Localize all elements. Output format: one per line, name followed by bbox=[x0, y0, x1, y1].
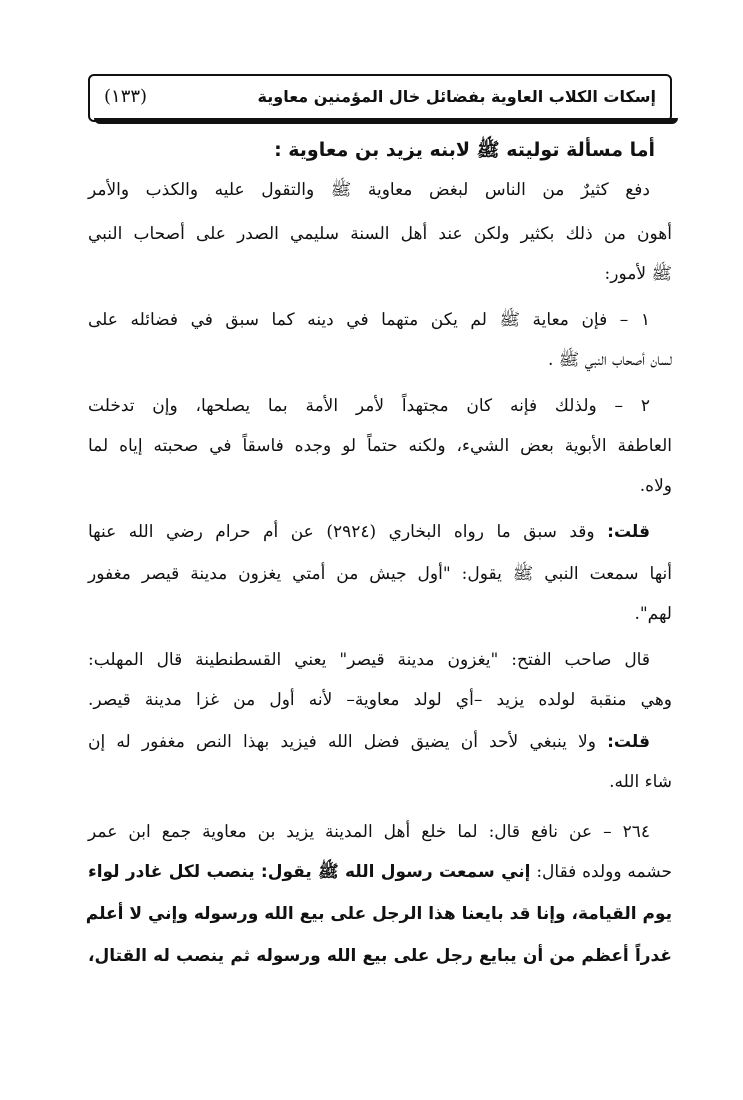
qult-text: ولا ينبغي لأحد أن يضيق فضل الله فيزيد بهذا النص مغفور له إن bbox=[88, 732, 596, 752]
text-line: دفع كثيرٌ من الناس لبغض معاوية ﷺ والتقول عليه والكذب والأمر bbox=[88, 180, 650, 200]
text-line: ٢ – ولذلك فإنه كان مجتهداً لأمر الأمة بما يصلحها، وإن تدخلت bbox=[88, 396, 650, 416]
running-header bbox=[88, 74, 672, 122]
text-line: ولاه. bbox=[639, 476, 672, 496]
hadith-intro: حشمه وولده فقال: bbox=[536, 862, 672, 882]
hadith-text: إني سمعت رسول الله ﷺ يقول: ينصب لكل غادر لواء bbox=[88, 862, 531, 882]
text-line: العاطفة الأبوية بعض الشيء، ولكنه حتماً لو وجده فاسقاً في صحبته إياه لما bbox=[88, 436, 672, 456]
text-line: لهم". bbox=[634, 604, 672, 624]
section-heading: أما مسألة توليته ﷺ لابنه يزيد بن معاوية : bbox=[274, 139, 655, 161]
text-line: قال صاحب الفتح: "يغزون مدينة قيصر" يعني القسطنطينة قال المهلب: bbox=[88, 650, 650, 670]
hadith-line: غدراً أعظم من أن يبايع رجل على بيع الله ورسوله ثم ينصب له القتال، bbox=[88, 946, 672, 966]
text-line: أنها سمعت النبي ﷺ يقول: "أول جيش من أمتي يغزون مدينة قيصر مغفور bbox=[88, 564, 672, 584]
qult-paragraph-line bbox=[88, 520, 672, 544]
hadith-line bbox=[88, 860, 672, 884]
text-line: ١ – فإن معاية ﷺ لم يكن متهما في دينه كما سبق في فضائله على bbox=[88, 310, 650, 330]
header-title: إسكات الكلاب العاوية بفضائل خال المؤمنين معاوية bbox=[257, 87, 656, 106]
hadith-line: يوم القيامة، وإنا قد بايعنا هذا الرجل على بيع الله ورسوله وإني لا أعلم bbox=[85, 904, 672, 924]
qult-label: قلت: bbox=[607, 522, 651, 542]
text-line: وهي منقبة لولده يزيد –أي لولد معاوية– لأنه أول من غزا مدينة قيصر. bbox=[88, 690, 672, 710]
qult-label: قلت: bbox=[607, 732, 650, 752]
text-line: لسان أصحاب النبي ﷺ . bbox=[548, 350, 672, 370]
text-line: ٢٦٤ – عن نافع قال: لما خلع أهل المدينة يزيد بن معاوية جمع ابن عمر bbox=[88, 822, 650, 842]
text-line: شاء الله. bbox=[609, 772, 672, 792]
text-line: أهون من ذلك بكثير ولكن عند أهل السنة سليمي الصدر على أصحاب النبي bbox=[88, 224, 672, 244]
page-number: (١٣٣) bbox=[104, 86, 148, 107]
text-line: ﷺ لأمور: bbox=[604, 264, 672, 284]
qult-text: وقد سبق ما رواه البخاري (٢٩٢٤) عن أم حرام رضي الله عنها bbox=[88, 522, 595, 542]
header-shadow bbox=[94, 118, 678, 124]
qult-paragraph-line bbox=[88, 730, 672, 754]
